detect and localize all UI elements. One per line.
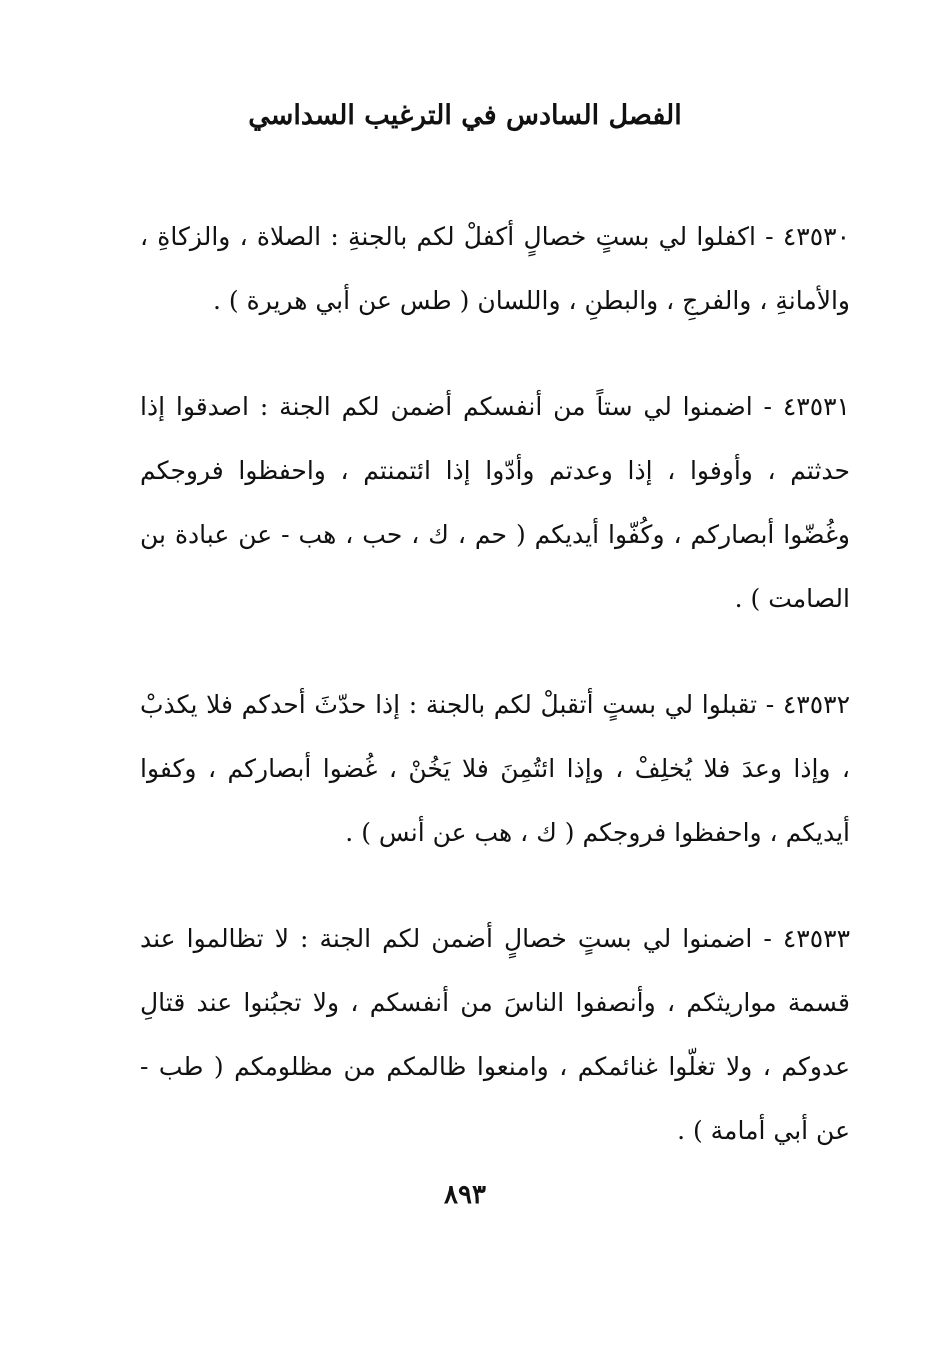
entry-number: ٤٣٥٣٢ — [782, 690, 851, 719]
entry-text: اضمنوا لي ستاً من أنفسكم أضمن لكم الجنة : اصدقوا إذا حدثتم ، وأوفوا ، إذا وعدتم وأدّوا إذا ائتمنتم ، واحفظوا فروجكم وغُضّوا أبصاركم ، وكُفّوا أيديكم ( حم ، ك ، حب ، هب - عن عبادة بن الصامت ) . — [140, 392, 850, 613]
entry-number: ٤٣٥٣٣ — [782, 924, 851, 953]
hadith-entries — [140, 180, 850, 1205]
entry-text: اضمنوا لي بستٍ خصالٍ أضمن لكم الجنة : لا تظالموا عند قسمة مواريثكم ، وأنصفوا الناسَ من أنفسكم ، ولا تجبُنوا عند قتالِ عدوكم ، ولا تغلّوا غنائمكم ، وامنعوا ظالمكم من مظلومكم ( طب - عن أبي أمامة ) . — [140, 924, 850, 1145]
entry-number: ٤٣٥٣١ — [782, 392, 850, 421]
hadith-entry: ٤٣٥٣٣ - اضمنوا لي بستٍ خصالٍ أضمن لكم الجنة : لا تظالموا عند قسمة مواريثكم ، وأنصفوا الناسَ من أنفسكم ، ولا تجبُنوا عند قتالِ عدوكم ، ولا تغلّوا غنائمكم ، وامنعوا ظالمكم من مظلومكم ( طب - عن أبي أمامة ) . — [140, 924, 851, 1145]
chapter-header: الفصل السادس في الترغيب السداسي — [248, 100, 682, 131]
hadith-entry: ٤٣٥٣١ - اضمنوا لي ستاً من أنفسكم أضمن لكم الجنة : اصدقوا إذا حدثتم ، وأوفوا ، إذا وعدتم وأدّوا إذا ائتمنتم ، واحفظوا فروجكم وغُضّوا أبصاركم ، وكُفّوا أيديكم ( حم ، ك ، حب ، هب - عن عبادة بن الصامت ) . — [140, 392, 850, 613]
entry-number: ٤٣٥٣٠ — [782, 222, 850, 251]
entry-text: تقبلوا لي بستٍ أتقبلْ لكم بالجنة : إذا حدّثَ أحدكم فلا يكذبْ ، وإذا وعدَ فلا يُخلِفْ ، وإذا ائتُمِنَ فلا يَخُنْ ، غُضوا أبصاركم ، وكفوا أيديكم ، واحفظوا فروجكم ( ك ، هب عن أنس ) . — [140, 690, 850, 847]
hadith-entry: ٤٣٥٣٠ - اكفلوا لي بستٍ خصالٍ أكفلْ لكم بالجنةِ : الصلاة ، والزكاةِ ، والأمانةِ ، والفرجِ ، والبطنِ ، واللسان ( طس عن أبي هريرة ) . — [140, 222, 850, 315]
entry-text: اكفلوا لي بستٍ خصالٍ أكفلْ لكم بالجنةِ : الصلاة ، والزكاةِ ، والأمانةِ ، والفرجِ ، والبطنِ ، واللسان ( طس عن أبي هريرة ) . — [140, 222, 850, 315]
hadith-entry: ٤٣٥٣٢ - تقبلوا لي بستٍ أتقبلْ لكم بالجنة : إذا حدّثَ أحدكم فلا يكذبْ ، وإذا وعدَ فلا يُخلِفْ ، وإذا ائتُمِنَ فلا يَخُنْ ، غُضوا أبصاركم ، وكفوا أيديكم ، واحفظوا فروجكم ( ك ، هب عن أنس ) . — [140, 690, 851, 847]
page-number: ٨٩٣ — [444, 1180, 486, 1210]
